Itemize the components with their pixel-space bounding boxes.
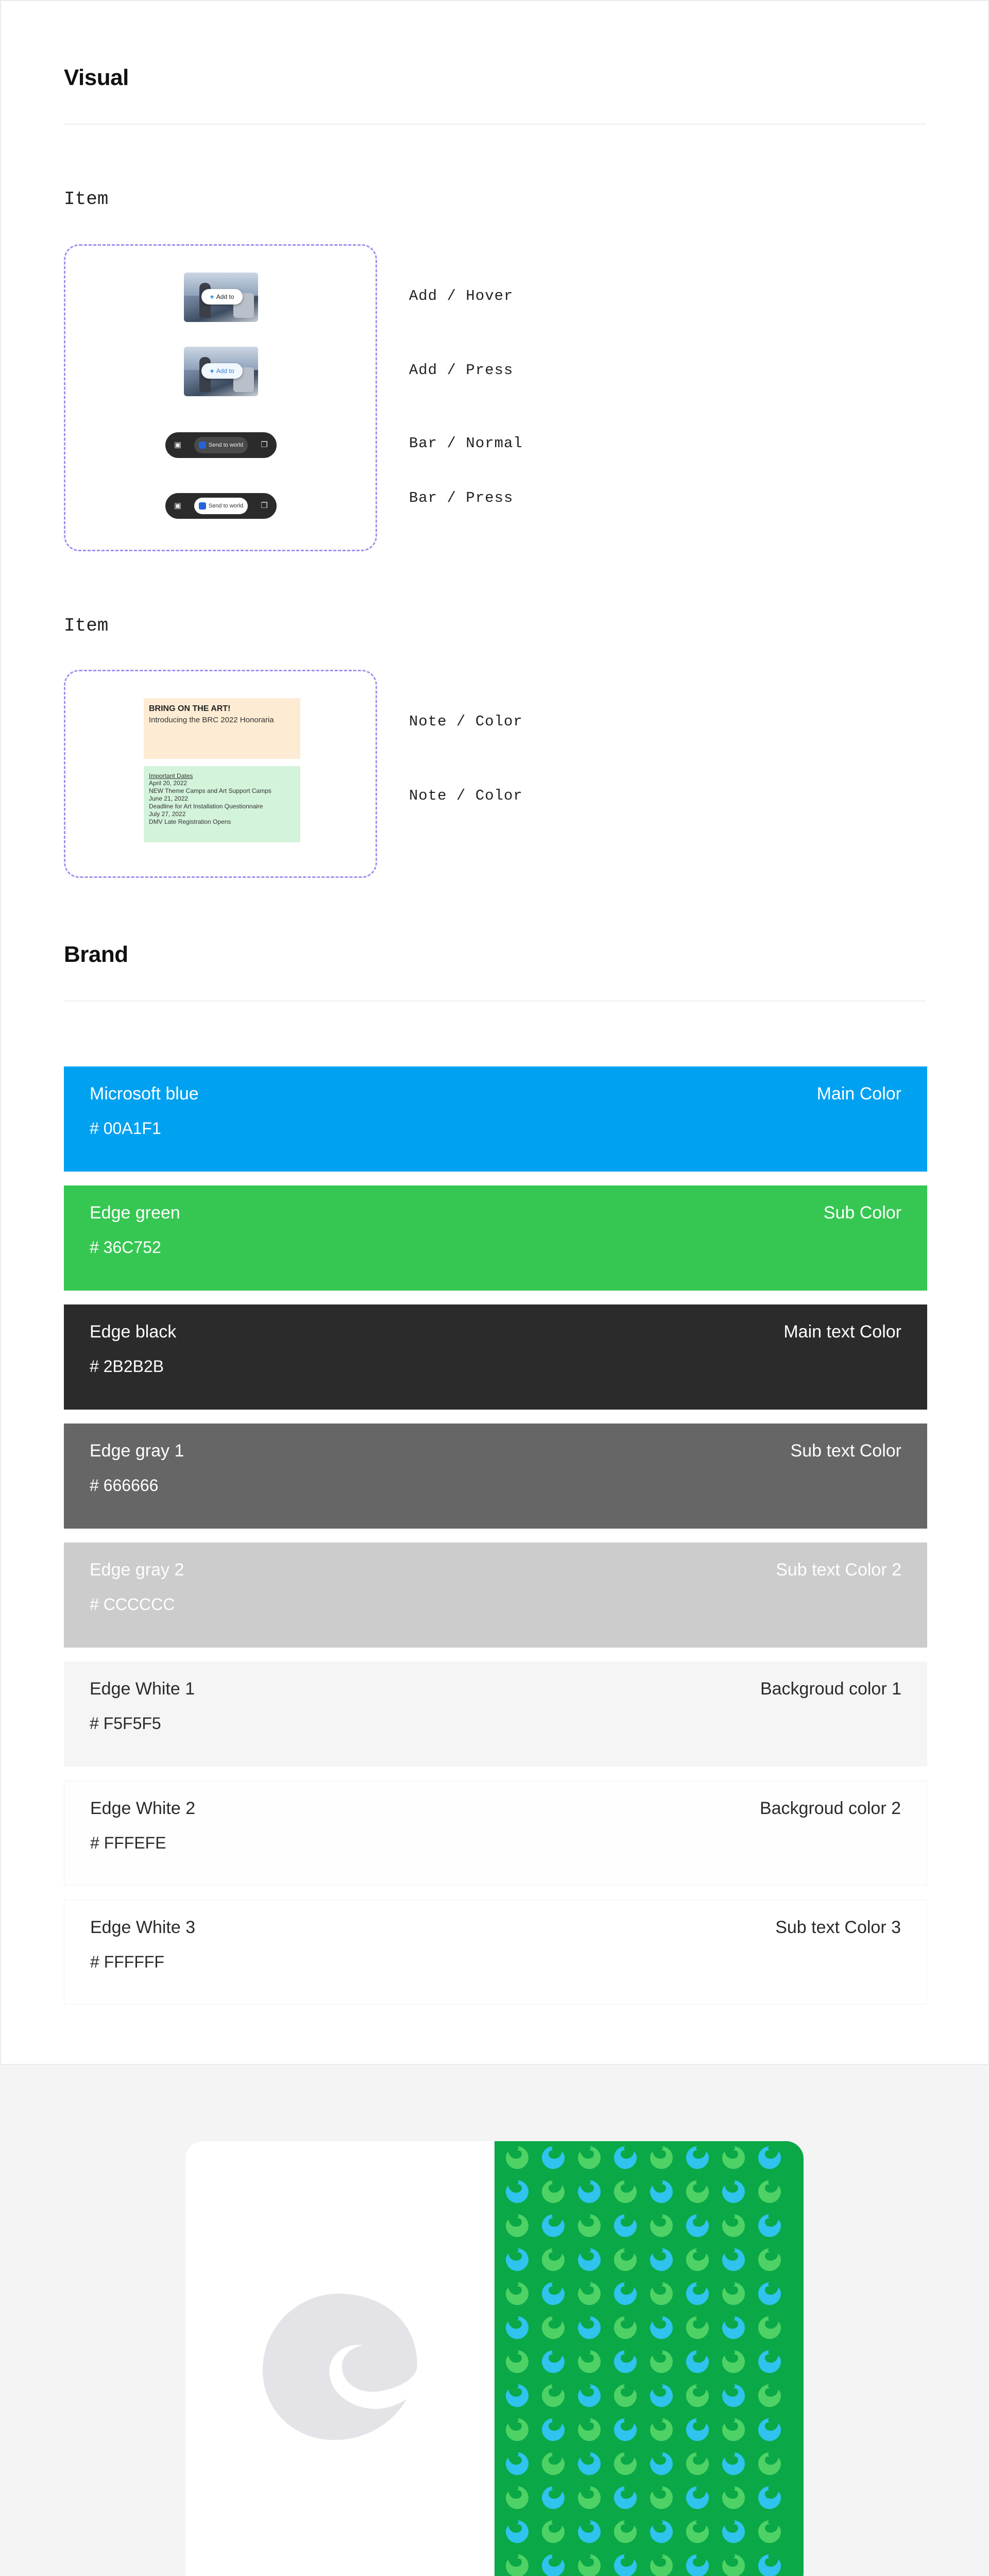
swirl-icon bbox=[722, 2384, 745, 2407]
label-bar-press: Bar / Press bbox=[409, 489, 514, 506]
swirl-icon bbox=[650, 2146, 673, 2169]
bar-normal-send-button[interactable] bbox=[194, 437, 248, 453]
swirl-icon bbox=[722, 2146, 745, 2169]
swirl-icon bbox=[578, 2554, 601, 2576]
swirl-icon bbox=[686, 2282, 709, 2305]
swirl-icon bbox=[542, 2180, 565, 2203]
screenshot-icon[interactable]: ▣ bbox=[174, 440, 182, 449]
color-hex: # FFFEFE bbox=[90, 1834, 166, 1852]
swirl-icon bbox=[542, 2486, 565, 2509]
brand-color-row bbox=[64, 1543, 927, 1648]
swirl-icon bbox=[614, 2418, 637, 2441]
swirl-icon bbox=[614, 2350, 637, 2373]
pattern-panel bbox=[494, 2141, 804, 2576]
swirl-icon bbox=[758, 2520, 781, 2543]
app-icon bbox=[199, 502, 206, 510]
swirl-icon bbox=[722, 2214, 745, 2237]
color-name: Edge White 2 bbox=[90, 1799, 196, 1818]
color-hex: # 2B2B2B bbox=[90, 1357, 164, 1376]
swirl-icon bbox=[614, 2214, 637, 2237]
color-name: Edge green bbox=[90, 1203, 180, 1223]
color-role: Backgroud color 1 bbox=[760, 1679, 901, 1699]
swirl-icon bbox=[686, 2452, 709, 2475]
item-group-2-frame bbox=[64, 670, 377, 878]
swirl-icon bbox=[614, 2554, 637, 2576]
brand-color-row bbox=[64, 1781, 927, 1886]
swirl-icon bbox=[542, 2554, 565, 2576]
color-name: Edge gray 1 bbox=[90, 1441, 184, 1461]
swirl-icon bbox=[758, 2146, 781, 2169]
swirl-icon bbox=[758, 2282, 781, 2305]
swirl-icon bbox=[650, 2384, 673, 2407]
swirl-icon bbox=[506, 2146, 528, 2169]
swirl-icon bbox=[758, 2486, 781, 2509]
swirl-icon bbox=[614, 2316, 637, 2339]
swirl-icon bbox=[722, 2520, 745, 2543]
swirl-icon bbox=[506, 2384, 528, 2407]
color-name: Edge White 1 bbox=[90, 1679, 195, 1699]
color-hex: # FFFFFF bbox=[90, 1953, 164, 1971]
swirl-icon bbox=[578, 2316, 601, 2339]
swirl-icon bbox=[578, 2520, 601, 2543]
swirl-icon bbox=[506, 2418, 528, 2441]
swirl-icon bbox=[650, 2350, 673, 2373]
note-green[interactable] bbox=[144, 766, 300, 842]
add-hover-pill[interactable] bbox=[201, 289, 243, 304]
swirl-icon bbox=[506, 2316, 528, 2339]
swirl-icon bbox=[542, 2248, 565, 2271]
swirl-icon bbox=[578, 2486, 601, 2509]
swirl-icon bbox=[722, 2418, 745, 2441]
swirl-icon bbox=[686, 2486, 709, 2509]
swirl-icon bbox=[722, 2316, 745, 2339]
swirl-icon bbox=[758, 2452, 781, 2475]
copy-icon[interactable]: ❐ bbox=[261, 501, 268, 510]
color-role: Sub text Color 2 bbox=[776, 1560, 901, 1580]
label-note-color-2: Note / Color bbox=[409, 787, 523, 804]
label-add-hover: Add / Hover bbox=[409, 287, 514, 304]
label-bar-normal: Bar / Normal bbox=[409, 435, 523, 452]
swirl-icon bbox=[506, 2350, 528, 2373]
color-role: Sub text Color bbox=[790, 1441, 901, 1461]
swirl-icon bbox=[578, 2282, 601, 2305]
swirl-icon bbox=[578, 2214, 601, 2237]
brand-color-row bbox=[64, 1423, 927, 1529]
color-role: Sub text Color 3 bbox=[775, 1918, 901, 1937]
add-press-pill-label: Add to bbox=[216, 367, 234, 375]
bar-normal-send-label: Send to world bbox=[208, 442, 244, 448]
edge-brand-illustration bbox=[185, 2141, 804, 2576]
swirl-icon bbox=[686, 2248, 709, 2271]
swirl-icon bbox=[506, 2282, 528, 2305]
visual-section-title: Visual bbox=[64, 65, 129, 90]
app-icon bbox=[199, 442, 206, 449]
brand-color-row bbox=[64, 1900, 927, 2005]
swirl-icon bbox=[686, 2554, 709, 2576]
swirl-icon bbox=[650, 2248, 673, 2271]
color-hex: # F5F5F5 bbox=[90, 1714, 161, 1733]
swirl-icon bbox=[758, 2384, 781, 2407]
swirl-icon bbox=[758, 2418, 781, 2441]
color-name: Edge gray 2 bbox=[90, 1560, 184, 1580]
swirl-icon bbox=[542, 2418, 565, 2441]
swirl-icon bbox=[614, 2486, 637, 2509]
swirl-icon bbox=[722, 2180, 745, 2203]
swirl-icon bbox=[614, 2248, 637, 2271]
swirl-icon bbox=[650, 2282, 673, 2305]
swirl-icon bbox=[578, 2452, 601, 2475]
swirl-icon bbox=[578, 2384, 601, 2407]
bar-normal[interactable] bbox=[165, 432, 277, 458]
item-group-1-title: Item bbox=[64, 189, 109, 210]
swirl-icon bbox=[650, 2180, 673, 2203]
swirl-icon bbox=[722, 2350, 745, 2373]
logo-panel bbox=[185, 2141, 494, 2576]
note-green-line: June 21, 2022 bbox=[149, 795, 189, 802]
add-press-thumbnail[interactable] bbox=[184, 347, 258, 396]
brand-section-title: Brand bbox=[64, 942, 128, 967]
swirl-icon bbox=[722, 2282, 745, 2305]
swirl-icon bbox=[542, 2316, 565, 2339]
swirl-icon bbox=[650, 2486, 673, 2509]
item-group-1-frame bbox=[64, 244, 377, 551]
bar-press-send-label: Send to world bbox=[208, 503, 244, 509]
swirl-icon bbox=[650, 2316, 673, 2339]
note-orange-title: BRING ON THE ART! bbox=[149, 704, 231, 713]
add-hover-thumbnail[interactable] bbox=[184, 273, 258, 322]
color-name: Edge White 3 bbox=[90, 1918, 196, 1937]
color-role: Backgroud color 2 bbox=[759, 1799, 901, 1818]
swirl-icon bbox=[650, 2418, 673, 2441]
swirl-icon bbox=[650, 2520, 673, 2543]
note-green-line: April 20, 2022 bbox=[149, 779, 187, 787]
edge-logo-shape bbox=[263, 2294, 417, 2440]
add-hover-pill-label: Add to bbox=[216, 293, 234, 300]
swirl-icon bbox=[506, 2180, 528, 2203]
color-role: Sub Color bbox=[823, 1203, 901, 1223]
swirl-icon bbox=[542, 2384, 565, 2407]
swirl-icon bbox=[758, 2350, 781, 2373]
label-note-color-1: Note / Color bbox=[409, 713, 523, 730]
swirl-icon bbox=[722, 2554, 745, 2576]
color-name: Microsoft blue bbox=[90, 1084, 199, 1104]
color-hex: # CCCCCC bbox=[90, 1595, 175, 1614]
swirl-icon bbox=[650, 2214, 673, 2237]
swirl-icon bbox=[758, 2248, 781, 2271]
brand-color-row bbox=[64, 1185, 927, 1291]
swirl-icon bbox=[722, 2248, 745, 2271]
swirl-icon bbox=[614, 2282, 637, 2305]
swirl-icon bbox=[614, 2520, 637, 2543]
copy-icon[interactable]: ❐ bbox=[261, 440, 268, 449]
item-group-2-title: Item bbox=[64, 615, 109, 636]
swirl-pattern bbox=[494, 2141, 804, 2576]
swirl-icon bbox=[578, 2418, 601, 2441]
note-green-line: Deadline for Art Installation Questionnaire bbox=[149, 803, 263, 810]
swirl-icon bbox=[686, 2350, 709, 2373]
add-press-pill[interactable] bbox=[201, 363, 243, 379]
bar-press[interactable] bbox=[165, 493, 277, 519]
swirl-icon bbox=[758, 2316, 781, 2339]
color-role: Main text Color bbox=[783, 1322, 901, 1342]
brand-color-row bbox=[64, 1066, 927, 1172]
note-green-line: DMV Late Registration Opens bbox=[149, 818, 231, 825]
swirl-icon bbox=[650, 2452, 673, 2475]
swirl-icon bbox=[542, 2146, 565, 2169]
swirl-icon bbox=[542, 2282, 565, 2305]
note-green-line: NEW Theme Camps and Art Support Camps bbox=[149, 787, 271, 794]
swirl-icon bbox=[758, 2180, 781, 2203]
swirl-icon bbox=[542, 2452, 565, 2475]
plus-icon: + bbox=[210, 293, 214, 301]
note-orange-subtitle: Introducing the BRC 2022 Honoraria bbox=[149, 716, 274, 724]
note-green-heading: Important Dates bbox=[149, 772, 193, 779]
swirl-icon bbox=[506, 2486, 528, 2509]
swirl-icon bbox=[686, 2520, 709, 2543]
brand-color-row bbox=[64, 1304, 927, 1410]
color-hex: # 36C752 bbox=[90, 1238, 161, 1257]
brand-color-row bbox=[64, 1662, 927, 1767]
swirl-icon bbox=[578, 2146, 601, 2169]
swirl-icon bbox=[614, 2146, 637, 2169]
swirl-icon bbox=[506, 2452, 528, 2475]
edge-logo-icon bbox=[185, 2141, 494, 2576]
swirl-icon bbox=[686, 2316, 709, 2339]
swirl-icon bbox=[542, 2520, 565, 2543]
swirl-icon bbox=[506, 2520, 528, 2543]
screenshot-icon[interactable]: ▣ bbox=[174, 501, 182, 510]
swirl-icon bbox=[686, 2180, 709, 2203]
swirl-icon bbox=[686, 2214, 709, 2237]
swirl-icon bbox=[506, 2248, 528, 2271]
swirl-icon bbox=[506, 2554, 528, 2576]
swirl-icon bbox=[506, 2214, 528, 2237]
swirl-icon bbox=[722, 2452, 745, 2475]
bar-press-send-button[interactable] bbox=[194, 498, 248, 514]
swirl-icon bbox=[542, 2350, 565, 2373]
plus-icon: + bbox=[210, 367, 214, 375]
swirl-icon bbox=[650, 2554, 673, 2576]
visual-divider bbox=[64, 124, 926, 125]
swirl-icon bbox=[614, 2452, 637, 2475]
swirl-icon bbox=[758, 2214, 781, 2237]
swirl-icon bbox=[614, 2384, 637, 2407]
color-role: Main Color bbox=[816, 1084, 901, 1104]
swirl-icon bbox=[578, 2180, 601, 2203]
swirl-icon bbox=[686, 2418, 709, 2441]
note-green-line: July 27, 2022 bbox=[149, 810, 186, 818]
swirl-icon bbox=[758, 2554, 781, 2576]
label-add-press: Add / Press bbox=[409, 362, 514, 379]
color-name: Edge black bbox=[90, 1322, 177, 1342]
swirl-icon bbox=[578, 2248, 601, 2271]
swirl-icon bbox=[686, 2146, 709, 2169]
brand-divider bbox=[64, 1001, 926, 1002]
swirl-icon bbox=[686, 2384, 709, 2407]
color-hex: # 666666 bbox=[90, 1476, 159, 1495]
color-hex: # 00A1F1 bbox=[90, 1119, 161, 1138]
swirl-icon bbox=[722, 2486, 745, 2509]
swirl-icon bbox=[578, 2350, 601, 2373]
note-orange[interactable] bbox=[144, 698, 300, 759]
swirl-icon bbox=[542, 2214, 565, 2237]
swirl-icon bbox=[614, 2180, 637, 2203]
